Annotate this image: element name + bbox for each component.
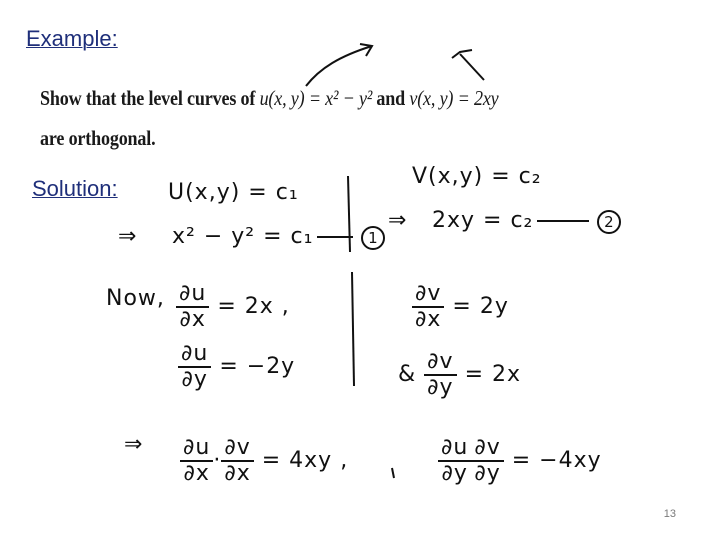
handwritten-implies-arrow-3: ⇒ xyxy=(124,432,144,457)
handwritten-v-level-curve: V(x,y) = c₂ xyxy=(412,164,542,189)
handwritten-product-y: $\frac{\partial u}{\partial y}$ $\frac{\partial v}{\partial y}$ = −4xy xyxy=(438,436,602,486)
handwritten-now: Now, xyxy=(106,286,165,311)
problem-statement xyxy=(38,82,548,162)
handwritten-u-equation: x² − y² = c₁ 1 xyxy=(172,224,385,250)
handwritten-du-dy: $\frac{\partial u}{\partial y}$ = −2y xyxy=(178,342,295,392)
handwritten-u-level-curve: U(x,y) = c₁ xyxy=(168,180,299,205)
solution-heading: Solution: xyxy=(32,176,118,201)
handwritten-dv-dx: $\frac{\partial v}{\partial x}$ = 2y xyxy=(412,282,509,332)
handwritten-product-x: $\frac{\partial u}{\partial x}$ · $\frac{\partial v}{\partial x}$ = 4xy , xyxy=(180,436,348,486)
equation-tag-2: 2 xyxy=(597,210,621,234)
equation-tag-1: 1 xyxy=(361,226,385,250)
arrow-stroke-2 xyxy=(460,54,484,80)
divider-stroke-2 xyxy=(352,272,354,386)
page-number: 13 xyxy=(663,508,676,520)
problem-line-1: Show that the level curves of u(x, y) = x² − y² and v(x, y) = 2xy xyxy=(40,86,499,110)
handwritten-dv-dy: & $\frac{\partial v}{\partial y}$ = 2x xyxy=(398,349,522,401)
arrowhead-2 xyxy=(452,50,472,58)
handwritten-implies-arrow: ⇒ xyxy=(118,224,138,249)
comma-mark xyxy=(392,468,394,478)
handwritten-du-dx: $\frac{\partial u}{\partial x}$ = 2x , xyxy=(176,282,290,332)
handwritten-v-equation: 2xy = c₂ 2 xyxy=(432,208,621,234)
arrowhead-1 xyxy=(360,44,372,56)
arrow-stroke-1 xyxy=(306,46,372,86)
handwritten-implies-arrow-2: ⇒ xyxy=(388,208,408,233)
example-heading: Example: xyxy=(26,26,118,51)
problem-line-2: are orthogonal. xyxy=(40,126,156,150)
